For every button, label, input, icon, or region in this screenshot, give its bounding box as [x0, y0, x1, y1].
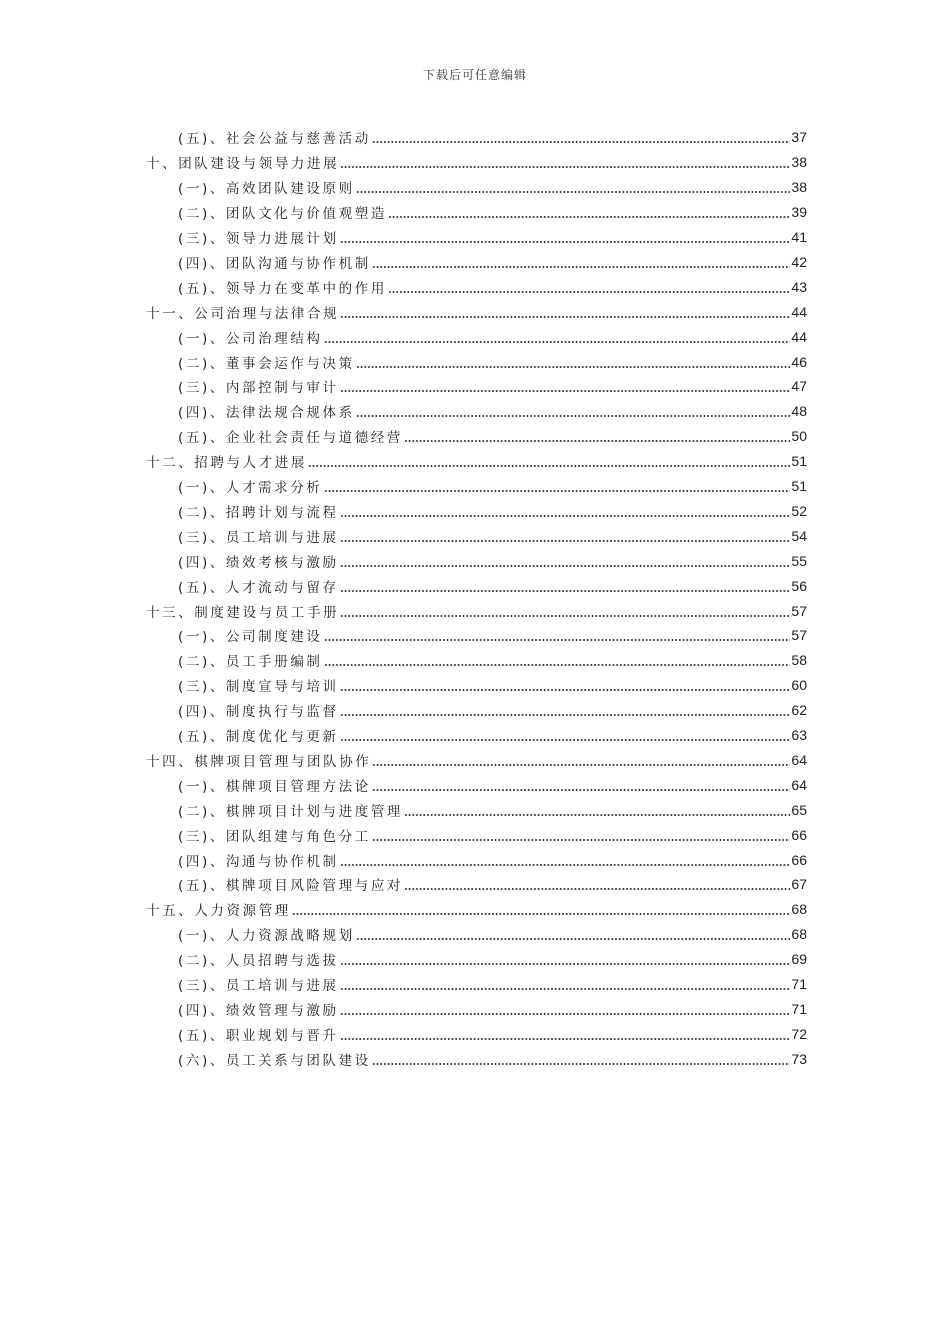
dot-leader [372, 130, 791, 144]
toc-entry-title: (一)、人力资源战略规划 [178, 928, 355, 945]
dot-leader [340, 554, 791, 568]
dot-leader [340, 1002, 791, 1016]
toc-entry-page-number: 71 [791, 1000, 807, 1017]
dot-leader [292, 902, 791, 916]
toc-entry-page-number: 52 [791, 502, 807, 519]
toc-entry[interactable] [178, 274, 807, 299]
toc-entry-title: (五)、企业社会责任与道德经营 [178, 430, 404, 447]
toc-entry[interactable] [146, 299, 807, 324]
toc-entry-title: (三)、员工培训与进展 [178, 978, 339, 995]
toc-entry-page-number: 37 [791, 129, 807, 146]
dot-leader [388, 205, 790, 219]
dot-leader [356, 404, 791, 418]
toc-entry-page-number: 43 [791, 278, 807, 295]
dot-leader [308, 454, 790, 468]
toc-entry-page-number: 73 [791, 1050, 807, 1067]
toc-entry-page-number: 50 [791, 428, 807, 445]
toc-entry-page-number: 42 [791, 253, 807, 270]
toc-entry-page-number: 54 [791, 527, 807, 544]
toc-entry-title: (四)、团队沟通与协作机制 [178, 255, 371, 272]
toc-entry[interactable] [178, 972, 807, 997]
toc-entry-title: (一)、人才需求分析 [178, 480, 323, 497]
toc-entry-title: (四)、绩效考核与激励 [178, 554, 339, 571]
toc-entry[interactable] [178, 997, 807, 1022]
toc-entry-title: (四)、法律法规合规体系 [178, 405, 355, 422]
toc-entry-page-number: 39 [791, 204, 807, 221]
toc-entry[interactable] [178, 1046, 807, 1071]
toc-entry[interactable] [178, 623, 807, 648]
toc-entry[interactable] [178, 548, 807, 573]
toc-entry-page-number: 55 [791, 552, 807, 569]
dot-leader [340, 703, 791, 717]
toc-entry[interactable] [146, 449, 807, 474]
dot-leader [340, 379, 791, 393]
toc-entry-page-number: 58 [791, 652, 807, 669]
toc-entry-page-number: 57 [791, 602, 807, 619]
toc-entry-title: (三)、团队组建与角色分工 [178, 828, 371, 845]
toc-entry-title: (一)、高效团队建设原则 [178, 181, 355, 198]
toc-entry-title: (五)、领导力在变革中的作用 [178, 280, 387, 297]
toc-entry[interactable] [178, 499, 807, 524]
toc-entry[interactable] [178, 822, 807, 847]
dot-leader [340, 529, 791, 543]
toc-entry-page-number: 38 [791, 154, 807, 171]
toc-entry-title: (二)、员工手册编制 [178, 654, 323, 671]
toc-entry[interactable] [178, 125, 807, 150]
toc-entry[interactable] [178, 399, 807, 424]
toc-entry-title: (二)、董事会运作与决策 [178, 355, 355, 372]
toc-entry[interactable] [178, 1021, 807, 1046]
dot-leader [356, 180, 791, 194]
toc-entry-title: (四)、绩效管理与激励 [178, 1002, 339, 1019]
toc-entry[interactable] [178, 723, 807, 748]
toc-entry-page-number: 68 [791, 901, 807, 918]
dot-leader [372, 753, 790, 767]
toc-entry-title: (二)、人员招聘与选拔 [178, 953, 339, 970]
toc-entry-page-number: 47 [791, 378, 807, 395]
dot-leader [340, 604, 790, 618]
toc-entry[interactable] [178, 698, 807, 723]
toc-entry-page-number: 63 [791, 727, 807, 744]
dot-leader [372, 255, 791, 269]
toc-entry[interactable] [178, 648, 807, 673]
toc-entry-title: (二)、招聘计划与流程 [178, 504, 339, 521]
dot-leader [340, 579, 791, 593]
toc-entry-page-number: 60 [791, 677, 807, 694]
toc-entry-page-number: 65 [791, 801, 807, 818]
toc-entry[interactable] [178, 225, 807, 250]
toc-entry-title: (五)、社会公益与慈善活动 [178, 131, 371, 148]
dot-leader [324, 653, 791, 667]
dot-leader [340, 853, 791, 867]
toc-entry-page-number: 46 [791, 353, 807, 370]
toc-entry[interactable] [178, 673, 807, 698]
toc-entry-title: (四)、制度执行与监督 [178, 704, 339, 721]
dot-leader [372, 828, 791, 842]
toc-entry-page-number: 66 [791, 851, 807, 868]
toc-entry-page-number: 64 [791, 751, 807, 768]
dot-leader [340, 1027, 791, 1041]
toc-entry-title: (三)、制度宣导与培训 [178, 679, 339, 696]
toc-entry[interactable] [178, 424, 807, 449]
dot-leader [356, 927, 791, 941]
toc-entry-page-number: 56 [791, 577, 807, 594]
toc-entry-title: 十五、人力资源管理 [146, 903, 291, 920]
toc-entry-title: (四)、沟通与协作机制 [178, 853, 339, 870]
toc-entry-page-number: 67 [791, 876, 807, 893]
toc-entry-page-number: 48 [791, 403, 807, 420]
toc-entry-title: (五)、棋牌项目风险管理与应对 [178, 878, 404, 895]
dot-leader [340, 305, 790, 319]
toc-entry-title: 十四、棋牌项目管理与团队协作 [146, 753, 372, 770]
dot-leader [372, 778, 791, 792]
page-header: 下载后可任意编辑 [422, 68, 527, 82]
toc-entry-page-number: 62 [791, 702, 807, 719]
toc-entry-title: (三)、内部控制与审计 [178, 380, 339, 397]
toc-entry[interactable] [178, 947, 807, 972]
toc-entry[interactable] [178, 772, 807, 797]
toc-entry-title: 十一、公司治理与法律合规 [146, 305, 340, 322]
toc-entry[interactable] [178, 573, 807, 598]
toc-entry[interactable] [146, 748, 807, 773]
toc-entry[interactable] [178, 324, 807, 349]
toc-entry[interactable] [178, 374, 807, 399]
toc-entry[interactable] [178, 175, 807, 200]
toc-entry-title: (二)、棋牌项目计划与进度管理 [178, 803, 404, 820]
toc-entry[interactable] [178, 872, 807, 897]
toc-entry-title: 十二、招聘与人才进展 [146, 455, 307, 472]
toc-entry[interactable] [178, 349, 807, 374]
toc-entry[interactable] [146, 598, 807, 623]
toc-entry-page-number: 69 [791, 951, 807, 968]
dot-leader [404, 429, 790, 443]
toc-entry[interactable] [146, 150, 807, 175]
dot-leader [340, 230, 791, 244]
toc-entry-page-number: 51 [791, 478, 807, 495]
dot-leader [324, 479, 791, 493]
dot-leader [388, 280, 790, 294]
toc-entry-title: (一)、棋牌项目管理方法论 [178, 778, 371, 795]
toc-entry-page-number: 72 [791, 1025, 807, 1042]
dot-leader [356, 355, 791, 369]
toc-entry-title: 十三、制度建设与员工手册 [146, 604, 340, 621]
toc-entry-page-number: 71 [791, 976, 807, 993]
toc-entry-title: (六)、员工关系与团队建设 [178, 1052, 371, 1069]
dot-leader [404, 877, 790, 891]
toc-entry-title: (一)、公司制度建设 [178, 629, 323, 646]
dot-leader [340, 977, 791, 991]
toc-entry[interactable] [178, 847, 807, 872]
toc-entry-title: (三)、员工培训与进展 [178, 529, 339, 546]
toc-entry-page-number: 44 [791, 328, 807, 345]
dot-leader [324, 628, 791, 642]
toc-entry-title: (五)、人才流动与留存 [178, 579, 339, 596]
toc-entry-title: (二)、团队文化与价值观塑造 [178, 206, 387, 223]
dot-leader [340, 678, 791, 692]
toc-entry[interactable] [178, 200, 807, 225]
toc-entry-page-number: 66 [791, 826, 807, 843]
toc-entry-page-number: 64 [791, 776, 807, 793]
toc-entry[interactable] [178, 922, 807, 947]
dot-leader [372, 1052, 791, 1066]
toc-entry[interactable] [178, 250, 807, 275]
toc-entry-page-number: 57 [791, 627, 807, 644]
toc-entry-page-number: 41 [791, 229, 807, 246]
toc-entry[interactable] [178, 523, 807, 548]
dot-leader [340, 504, 791, 518]
toc-entry-page-number: 68 [791, 926, 807, 943]
dot-leader [324, 330, 791, 344]
dot-leader [340, 728, 791, 742]
toc-entry[interactable] [178, 797, 807, 822]
toc-entry-page-number: 38 [791, 179, 807, 196]
dot-leader [340, 952, 791, 966]
toc-entry-title: (三)、领导力进展计划 [178, 231, 339, 248]
toc-entry[interactable] [178, 474, 807, 499]
dot-leader [340, 155, 790, 169]
toc-entry[interactable] [146, 897, 807, 922]
toc-entry-title: (五)、制度优化与更新 [178, 729, 339, 746]
toc-entry-title: (五)、职业规划与晋升 [178, 1027, 339, 1044]
toc-entry-title: 十、团队建设与领导力进展 [146, 156, 340, 173]
toc-entry-page-number: 44 [791, 303, 807, 320]
toc-entry-title: (一)、公司治理结构 [178, 330, 323, 347]
toc-entry-page-number: 51 [791, 453, 807, 470]
dot-leader [404, 803, 790, 817]
